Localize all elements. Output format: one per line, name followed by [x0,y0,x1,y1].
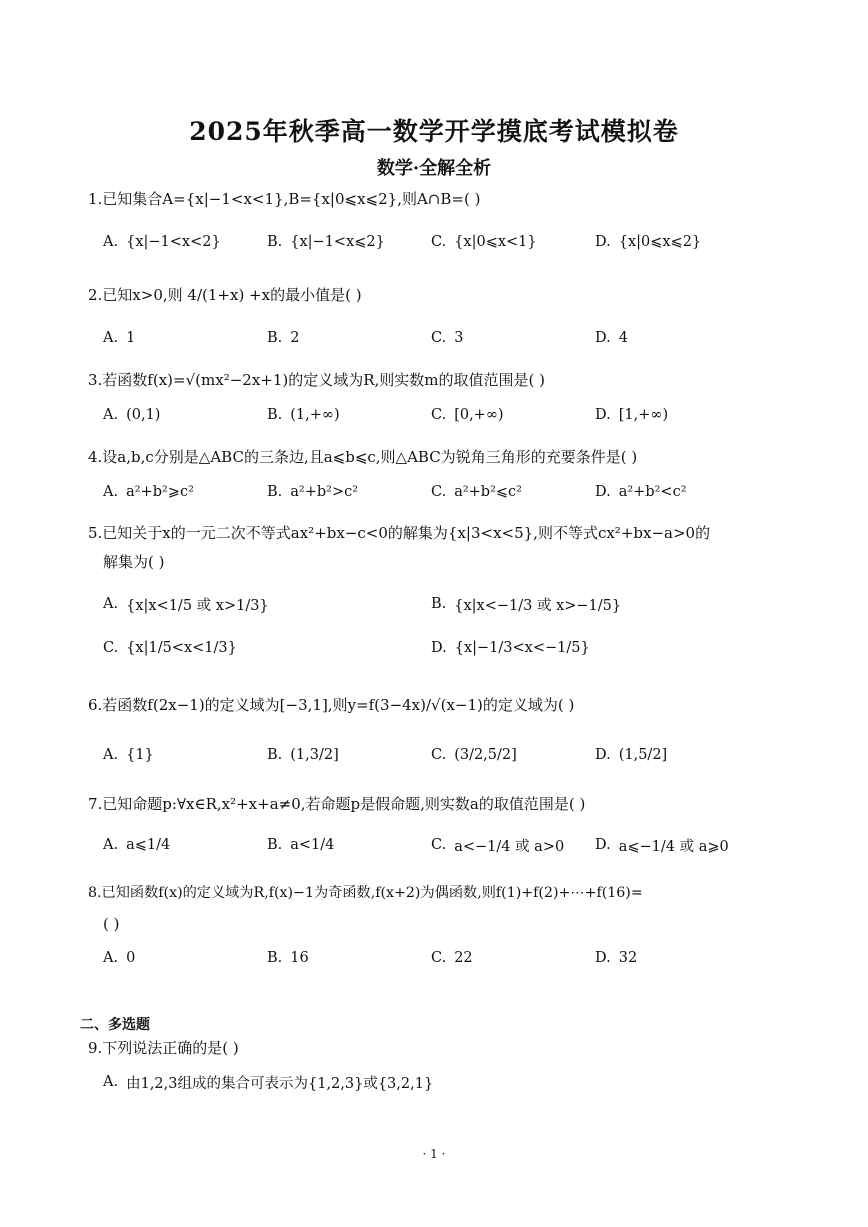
q5-option-c-text: {x|1/5<x<1/3} [126,640,237,656]
q7-option-d: D. a⩽−1/4 或 a⩾0 [595,825,729,865]
question-8-options [103,938,783,978]
q3-option-d-text: [1,+∞) [618,407,669,423]
q7-option-a: A. a⩽1/4 [103,837,171,853]
q6-option-d: D. (1,5/2] [595,747,668,763]
question-9: 9.下列说法正确的是( ) [88,1039,239,1057]
q9-option-a: A. 由1,2,3组成的集合可表示为{1,2,3}或{3,2,1} [103,1062,433,1102]
q1-option-b-text: {x|−1<x⩽2} [290,234,385,250]
q5-option-b: B. {x|x<−1/3 或 x>−1/5} [431,584,621,624]
q7-option-a-text: a⩽1/4 [126,837,171,853]
q8-option-b: B. 16 [267,950,309,966]
q7-option-b: B. a<1/4 [267,837,335,853]
q2-option-c-text: 3 [454,330,464,346]
q4-option-b-text: a²+b²>c² [290,484,359,500]
q2-option-d: D. 4 [595,330,628,346]
q4-option-d-text: a²+b²<c² [618,484,687,500]
question-3: 3.若函数f(x)=√(mx²−2x+1)的定义域为R,则实数m的取值范围是( ) [88,371,545,389]
q3-option-d: D. [1,+∞) [595,407,669,423]
q1-option-c: C. {x|0⩽x<1} [431,234,537,250]
q2-option-b-text: 2 [290,330,300,346]
q5-option-d: D. {x|−1/3<x<−1/5} [431,640,590,656]
question-4: 4.设a,b,c分别是△ABC的三条边,且a⩽b⩽c,则△ABC为锐角三角形的充要条件是( ) [88,448,638,466]
question-7-options [103,825,783,865]
question-6-options [103,735,783,775]
question-5: 5.已知关于x的一元二次不等式ax²+bx−c<0的解集为{x|3<x<5},则不等式cx²+bx−a>0的 [88,524,711,542]
question-2: 2.已知x>0,则 4/(1+x) +x的最小值是( ) [88,286,362,304]
q4-option-b: B. a²+b²>c² [267,484,359,500]
question-2-options [103,318,783,358]
q6-option-a: A. {1} [103,747,154,763]
q2-option-d-text: 4 [618,330,628,346]
q2-option-a-text: 1 [126,330,136,346]
q4-option-c: C. a²+b²⩽c² [431,484,522,500]
page-title: 2025年秋季高一数学开学摸底考试模拟卷 [189,117,679,146]
q7-option-b-text: a<1/4 [290,837,335,853]
q8-option-b-text: 16 [290,950,309,966]
question-9-options [103,1062,783,1102]
q7-option-c-text: a<−1/4 或 a>0 [454,838,565,855]
q7-option-d-text: a⩽−1/4 或 a⩾0 [618,838,729,855]
question-5-options-row1 [103,584,783,624]
q5-option-a: A. {x|x<1/5 或 x>1/3} [103,584,269,624]
q1-option-d: D. {x|0⩽x⩽2} [595,234,702,250]
q4-option-d: D. a²+b²<c² [595,484,687,500]
q5-option-d-text: {x|−1/3<x<−1/5} [454,640,590,656]
q7-option-c: C. a<−1/4 或 a>0 [431,825,564,865]
q6-option-a-text: {1} [126,747,154,763]
question-8: 8.已知函数f(x)的定义域为R,f(x)−1为奇函数,f(x+2)为偶函数,则f(1)+f(2)+⋯+f(16)= [88,885,643,901]
page-subtitle: 数学·全解全析 [376,158,492,179]
question-4-options [103,472,783,512]
q5-option-a-text: {x|x<1/5 或 x>1/3} [126,597,269,614]
q6-option-b: B. (1,3/2] [267,747,339,763]
q6-option-c-text: (3/2,5/2] [454,747,517,763]
q1-option-c-text: {x|0⩽x<1} [454,234,537,250]
q6-option-d-text: (1,5/2] [618,747,668,763]
q8-option-c-text: 22 [454,950,473,966]
q2-option-b: B. 2 [267,330,300,346]
q2-option-c: C. 3 [431,330,464,346]
q2-option-a: A. 1 [103,330,136,346]
q3-option-c-text: [0,+∞) [454,407,504,423]
q1-option-b: B. {x|−1<x⩽2} [267,234,385,250]
q4-option-a: A. a²+b²⩾c² [103,484,194,500]
question-3-options [103,395,783,435]
q4-option-a-text: a²+b²⩾c² [126,484,194,500]
q8-option-d-text: 32 [618,950,638,966]
question-8-line2: ( ) [103,915,120,933]
question-7: 7.已知命题p:∀x∈R,x²+x+a≠0,若命题p是假命题,则实数a的取值范围是( ) [88,795,586,813]
q6-option-b-text: (1,3/2] [290,747,339,763]
q8-option-a: A. 0 [103,950,136,966]
q8-option-a-text: 0 [126,950,136,966]
q6-option-c: C. (3/2,5/2] [431,747,517,763]
q8-option-c: C. 22 [431,950,473,966]
q8-option-d: D. 32 [595,950,638,966]
q1-option-a: A. {x|−1<x<2} [103,234,221,250]
q3-option-b-text: (1,+∞) [290,407,340,423]
question-5-options-row2 [103,628,783,668]
page-number: · 1 · [422,1147,446,1161]
q5-option-c: C. {x|1/5<x<1/3} [103,640,237,656]
question-5-line2: 解集为( ) [103,553,165,571]
question-1-options [103,222,783,262]
q9-option-a-text: 由1,2,3组成的集合可表示为{1,2,3}或{3,2,1} [126,1075,434,1092]
question-1: 1.已知集合A={x|−1<x<1},B={x|0⩽x⩽2},则A∩B=( ) [88,190,481,208]
q3-option-a-text: (0,1) [126,407,161,423]
q4-option-c-text: a²+b²⩽c² [454,484,522,500]
section-heading-multiple-choice: 二、多选题 [80,1017,150,1033]
q3-option-b: B. (1,+∞) [267,407,340,423]
q1-option-d-text: {x|0⩽x⩽2} [618,234,702,250]
q1-option-a-text: {x|−1<x<2} [126,234,221,250]
q3-option-c: C. [0,+∞) [431,407,504,423]
question-6: 6.若函数f(2x−1)的定义域为[−3,1],则y=f(3−4x)/√(x−1)的定义域为( ) [88,696,575,714]
q3-option-a: A. (0,1) [103,407,161,423]
q5-option-b-text: {x|x<−1/3 或 x>−1/5} [454,597,622,614]
